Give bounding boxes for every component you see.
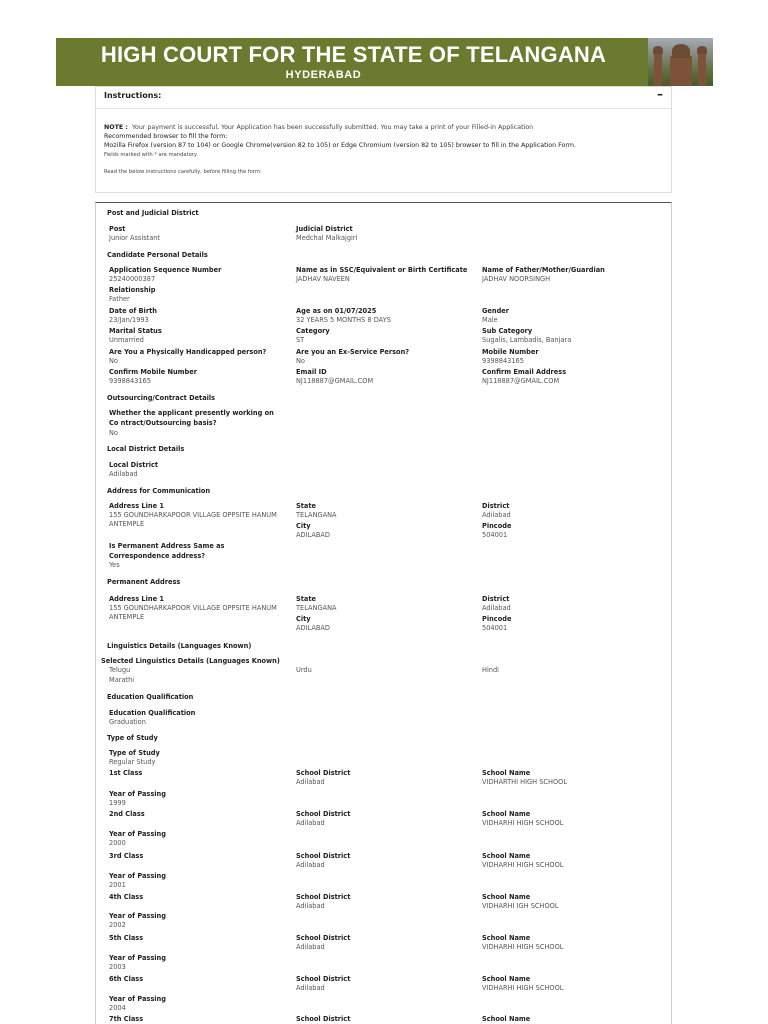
section-outsourcing: Outsourcing/Contract Details: [107, 394, 216, 402]
school-name-value: VIDHARTHI HIGH SCHOOL: [482, 778, 567, 786]
read-instructions-note: Read the below instructions carefully, before filling the form:: [104, 168, 262, 175]
year-of-passing-value: 1999: [109, 799, 126, 807]
court-subtitle: HYDERABAD: [285, 69, 362, 81]
collapse-toggle-icon[interactable]: –: [657, 87, 663, 101]
comm-city-value: ADILABAD: [296, 531, 330, 539]
year-of-passing-label: Year of Passing: [109, 954, 166, 962]
same-address-value: Yes: [109, 561, 120, 569]
year-of-passing-value: 2004: [109, 1004, 126, 1012]
school-name-value: VIDHARHI HIGH SCHOOL: [482, 819, 564, 827]
study-type-value: Regular Study: [109, 758, 156, 766]
perm-district-value: Adilabad: [482, 604, 511, 612]
school-district-label: School District: [296, 810, 351, 818]
marital-status-value: Unmarried: [109, 336, 144, 344]
confirm-email-label: Confirm Email Address: [482, 368, 567, 376]
section-education: Education Qualification: [107, 693, 194, 701]
header-banner: [56, 38, 713, 86]
dob-label: Date of Birth: [109, 307, 157, 315]
guardian-label: Name of Father/Mother/Guardian: [482, 266, 605, 274]
email-label: Email ID: [296, 368, 327, 376]
comm-pincode-value: 504001: [482, 531, 508, 539]
school-district-label: School District: [296, 852, 351, 860]
school-name-label: School Name: [482, 769, 531, 777]
class-label: 7th Class: [109, 1015, 144, 1023]
comm-pincode-label: Pincode: [482, 522, 512, 530]
class-label: 6th Class: [109, 975, 144, 983]
comm-address-value: 155 GOUNDHARKAPOOR VILLAGE OPPSITE HANUM ANTEMPLE: [109, 511, 277, 528]
language-item: Hindi: [482, 666, 499, 674]
perm-pincode-label: Pincode: [482, 615, 512, 623]
year-of-passing-label: Year of Passing: [109, 830, 166, 838]
school-district-label: School District: [296, 1015, 351, 1023]
section-permanent-address: Permanent Address: [107, 578, 181, 586]
year-of-passing-value: 2002: [109, 921, 126, 929]
class-label: 1st Class: [109, 769, 143, 777]
education-label: Education Qualification: [109, 709, 196, 717]
language-item: Urdu: [296, 666, 312, 674]
marital-status-label: Marital Status: [109, 327, 162, 335]
school-district-value: Adilabad: [296, 861, 325, 869]
app-seq-label: Application Sequence Number: [109, 266, 222, 274]
note-text: Your payment is successful, Your Application has been successfully submitted. You may take a print of your Filled-in Application: [131, 124, 534, 131]
class-label: 2nd Class: [109, 810, 145, 818]
perm-city-label: City: [296, 615, 311, 623]
recommended-browser-text: Mozilla Firefox (version 87 to 104) or Google Chrome(version 82 to 105) or Edge Chromium (version 82 to 105) browser to fill in the Application Form.: [104, 142, 576, 150]
school-district-value: Adilabad: [296, 943, 325, 951]
school-name-value: VIDHARHI HIGH SCHOOL: [482, 984, 564, 992]
instructions-title: Instructions:: [104, 91, 162, 100]
language-item: Marathi: [109, 676, 135, 684]
year-of-passing-label: Year of Passing: [109, 790, 166, 798]
year-of-passing-label: Year of Passing: [109, 872, 166, 880]
age-value: 32 YEARS 5 MONTHS 8 DAYS: [296, 316, 391, 324]
section-communication-address: Address for Communication: [107, 487, 211, 495]
year-of-passing-value: 2000: [109, 839, 126, 847]
perm-address-value: 155 GOUNDHARKAPOOR VILLAGE OPPSITE HANUM ANTEMPLE: [109, 604, 277, 621]
school-district-value: Adilabad: [296, 902, 325, 910]
mobile-value: 9398843165: [482, 357, 524, 365]
relationship-label: Relationship: [109, 286, 156, 294]
perm-state-label: State: [296, 595, 316, 603]
section-linguistics: Linguistics Details (Languages Known): [107, 642, 252, 650]
gender-value: Male: [482, 316, 498, 324]
mobile-label: Mobile Number: [482, 348, 539, 356]
instructions-panel: [95, 86, 672, 193]
mandatory-note: Fields marked with * are mandatory.: [104, 152, 198, 159]
school-name-label: School Name: [482, 934, 531, 942]
outsourcing-label: Whether the applicant presently working on Co ntract/Outsourcing basis?: [109, 409, 274, 427]
dob-value: 23/Jan/1993: [109, 316, 149, 324]
perm-state-value: TELANGANA: [296, 604, 337, 612]
category-label: Category: [296, 327, 330, 335]
local-district-label: Local District: [109, 461, 159, 469]
school-district-label: School District: [296, 893, 351, 901]
school-district-label: School District: [296, 975, 351, 983]
section-type-of-study: Type of Study: [107, 734, 158, 742]
handicapped-value: No: [109, 357, 118, 365]
instructions-body: [96, 109, 671, 176]
relationship-value: Father: [109, 295, 130, 303]
education-value: Graduation: [109, 718, 146, 726]
confirm-mobile-label: Confirm Mobile Number: [109, 368, 197, 376]
ex-service-label: Are you an Ex-Service Person?: [296, 348, 410, 356]
section-personal-details: Candidate Personal Details: [107, 251, 208, 259]
outsourcing-value: No: [109, 429, 118, 437]
school-name-value: VIDHARHI IGH SCHOOL: [482, 902, 559, 910]
instructions-header[interactable]: [96, 87, 671, 109]
judicial-district-value: Medchal Malkajgiri: [296, 234, 358, 242]
gender-label: Gender: [482, 307, 510, 315]
school-district-value: Adilabad: [296, 778, 325, 786]
study-type-label: Type of Study: [109, 749, 160, 757]
selected-languages-label: Selected Linguistics Details (Languages Known): [101, 657, 280, 665]
class-label: 3rd Class: [109, 852, 144, 860]
comm-district-label: District: [482, 502, 510, 510]
same-address-label: Is Permanent Address Same as Correspondence address?: [109, 542, 225, 560]
category-value: ST: [296, 336, 305, 344]
mandatory-star: *: [154, 152, 157, 159]
year-of-passing-value: 2003: [109, 963, 126, 971]
ex-service-value: No: [296, 357, 305, 365]
class-label: 5th Class: [109, 934, 144, 942]
judicial-district-label: Judicial District: [296, 225, 353, 233]
court-building-image: [648, 38, 713, 86]
language-item: Telugu: [109, 666, 131, 674]
school-name-value: VIDHARHI HIGH SCHOOL: [482, 943, 564, 951]
post-label: Post: [109, 225, 126, 233]
comm-address-label: Address Line 1: [109, 502, 164, 510]
sub-category-label: Sub Category: [482, 327, 533, 335]
perm-city-value: ADILABAD: [296, 624, 330, 632]
confirm-mobile-value: 9398843165: [109, 377, 151, 385]
perm-address-label: Address Line 1: [109, 595, 164, 603]
payment-note: [104, 123, 663, 132]
email-value: NJ118887@GMAIL.COM: [296, 377, 374, 385]
comm-city-label: City: [296, 522, 311, 530]
name-label: Name as in SSC/Equivalent or Birth Certificate: [296, 266, 468, 274]
school-district-value: Adilabad: [296, 984, 325, 992]
school-name-label: School Name: [482, 852, 531, 860]
note-label: NOTE :: [104, 124, 128, 131]
local-district-value: Adilabad: [109, 470, 138, 478]
year-of-passing-value: 2001: [109, 881, 126, 889]
year-of-passing-label: Year of Passing: [109, 912, 166, 920]
court-title: HIGH COURT FOR THE STATE OF TELANGANA: [100, 42, 607, 67]
perm-district-label: District: [482, 595, 510, 603]
name-value: JADHAV NAVEEN: [296, 275, 350, 283]
comm-state-value: TELANGANA: [296, 511, 337, 519]
school-district-value: Adilabad: [296, 819, 325, 827]
school-district-label: School District: [296, 934, 351, 942]
guardian-value: JADHAV NOORSINGH: [482, 275, 551, 283]
recommended-browser-title: Recommended browser to fill the form:: [104, 133, 228, 141]
year-of-passing-label: Year of Passing: [109, 995, 166, 1003]
perm-pincode-value: 504001: [482, 624, 508, 632]
comm-state-label: State: [296, 502, 316, 510]
school-name-value: VIDHARHI HIGH SCHOOL: [482, 861, 564, 869]
app-seq-value: 25240000387: [109, 275, 156, 283]
section-local-district: Local District Details: [107, 445, 185, 453]
school-name-label: School Name: [482, 975, 531, 983]
age-label: Age as on 01/07/2025: [296, 307, 377, 315]
school-name-label: School Name: [482, 810, 531, 818]
handicapped-label: Are You a Physically Handicapped person?: [109, 348, 267, 356]
school-name-label: School Name: [482, 893, 531, 901]
school-district-label: School District: [296, 769, 351, 777]
class-label: 4th Class: [109, 893, 144, 901]
school-name-label: School Name: [482, 1015, 531, 1023]
sub-category-value: Sugalis, Lambadis, Banjara: [482, 336, 572, 344]
comm-district-value: Adilabad: [482, 511, 511, 519]
section-post-judicial: Post and Judicial District: [107, 209, 199, 217]
confirm-email-value: NJ118887@GMAIL.COM: [482, 377, 560, 385]
post-value: Junior Assistant: [109, 234, 161, 242]
